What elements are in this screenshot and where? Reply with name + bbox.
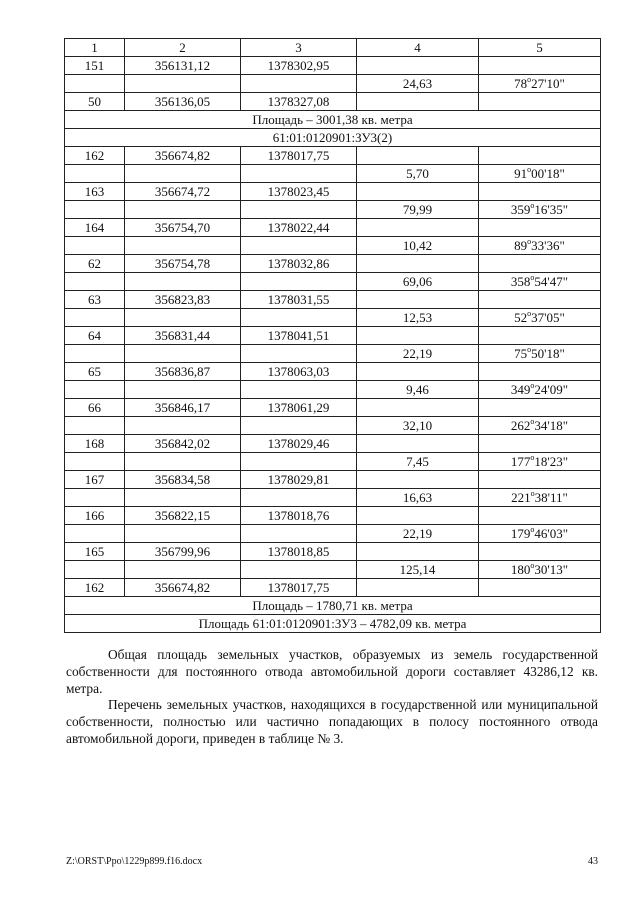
point-number-cell: 151 <box>65 57 125 75</box>
length-cell <box>357 255 479 273</box>
table-row-point <box>65 219 601 237</box>
degree-sign: o <box>527 308 532 318</box>
degree-sign: o <box>530 524 535 534</box>
angle-cell <box>479 327 601 345</box>
length-cell <box>357 291 479 309</box>
x-coordinate-cell: 356674,82 <box>125 579 241 597</box>
y-coordinate-cell: 1378061,29 <box>241 399 357 417</box>
y-coordinate-cell <box>241 237 357 255</box>
length-cell <box>357 57 479 75</box>
y-coordinate-cell: 1378022,44 <box>241 219 357 237</box>
x-coordinate-cell: 356834,58 <box>125 471 241 489</box>
degree-sign: o <box>530 560 535 570</box>
y-coordinate-cell: 1378017,75 <box>241 147 357 165</box>
paragraph-text: Общая площадь земельных участков, образуемых из земель государственной собственности для постоянного отвода автомобильной дороги составляет 43286,12 кв. метра. <box>66 647 598 696</box>
degree-sign: o <box>530 416 535 426</box>
degree-sign: o <box>530 488 535 498</box>
point-number-cell <box>65 201 125 219</box>
length-cell <box>357 579 479 597</box>
length-cell <box>357 543 479 561</box>
table-header-row <box>65 39 601 57</box>
point-number-cell: 162 <box>65 579 125 597</box>
x-coordinate-cell <box>125 561 241 579</box>
length-cell: 10,42 <box>357 237 479 255</box>
table-row-segment <box>65 165 601 183</box>
x-coordinate-cell: 356846,17 <box>125 399 241 417</box>
length-cell: 125,14 <box>357 561 479 579</box>
length-cell <box>357 471 479 489</box>
x-coordinate-cell: 356822,15 <box>125 507 241 525</box>
point-number-cell <box>65 165 125 183</box>
length-cell <box>357 147 479 165</box>
x-coordinate-cell: 356674,82 <box>125 147 241 165</box>
table-row-point <box>65 507 601 525</box>
angle-cell <box>479 147 601 165</box>
angle-cell: 180$^o$30'13" <box>479 561 601 579</box>
length-cell: 32,10 <box>357 417 479 435</box>
summary-cell: Площадь 61:01:0120901:ЗУ3 – 4782,09 кв. метра <box>65 615 601 633</box>
angle-cell: 179$^o$46'03" <box>479 525 601 543</box>
x-coordinate-cell <box>125 417 241 435</box>
y-coordinate-cell: 1378041,51 <box>241 327 357 345</box>
paragraph-parcel-list <box>66 696 598 747</box>
angle-cell: 262$^o$34'18" <box>479 417 601 435</box>
table-row-point <box>65 327 601 345</box>
y-coordinate-cell <box>241 453 357 471</box>
length-cell <box>357 399 479 417</box>
summary-cell: Площадь – 1780,71 кв. метра <box>65 597 601 615</box>
point-number-cell <box>65 75 125 93</box>
point-number-cell <box>65 561 125 579</box>
length-cell: 22,19 <box>357 525 479 543</box>
table-row-point <box>65 471 601 489</box>
y-coordinate-cell: 1378029,81 <box>241 471 357 489</box>
header-cell: 2 <box>125 39 241 57</box>
y-coordinate-cell: 1378063,03 <box>241 363 357 381</box>
table-row-segment <box>65 309 601 327</box>
table-row-point <box>65 543 601 561</box>
length-cell: 79,99 <box>357 201 479 219</box>
x-coordinate-cell <box>125 489 241 507</box>
angle-cell <box>479 255 601 273</box>
x-coordinate-cell: 356799,96 <box>125 543 241 561</box>
y-coordinate-cell <box>241 417 357 435</box>
angle-cell: 221$^o$38'11" <box>479 489 601 507</box>
angle-cell <box>479 435 601 453</box>
table-row-segment <box>65 489 601 507</box>
table-row-segment <box>65 417 601 435</box>
point-number-cell <box>65 417 125 435</box>
x-coordinate-cell <box>125 75 241 93</box>
x-coordinate-cell: 356836,87 <box>125 363 241 381</box>
angle-cell <box>479 579 601 597</box>
y-coordinate-cell: 1378017,75 <box>241 579 357 597</box>
angle-cell <box>479 363 601 381</box>
angle-cell <box>479 183 601 201</box>
table-row-summary <box>65 129 601 147</box>
y-coordinate-cell <box>241 525 357 543</box>
y-coordinate-cell <box>241 165 357 183</box>
x-coordinate-cell: 356131,12 <box>125 57 241 75</box>
degree-sign: o <box>530 452 535 462</box>
y-coordinate-cell <box>241 273 357 291</box>
header-cell: 5 <box>479 39 601 57</box>
length-cell: 9,46 <box>357 381 479 399</box>
y-coordinate-cell <box>241 381 357 399</box>
y-coordinate-cell: 1378327,08 <box>241 93 357 111</box>
length-cell <box>357 435 479 453</box>
x-coordinate-cell <box>125 381 241 399</box>
y-coordinate-cell <box>241 201 357 219</box>
table-row-point <box>65 255 601 273</box>
point-number-cell: 168 <box>65 435 125 453</box>
angle-cell <box>479 219 601 237</box>
table-row-segment <box>65 75 601 93</box>
point-number-cell: 167 <box>65 471 125 489</box>
length-cell: 12,53 <box>357 309 479 327</box>
y-coordinate-cell <box>241 561 357 579</box>
table-row-point <box>65 147 601 165</box>
table-row-point <box>65 93 601 111</box>
y-coordinate-cell: 1378029,46 <box>241 435 357 453</box>
angle-cell: 52$^o$37'05" <box>479 309 601 327</box>
point-number-cell <box>65 309 125 327</box>
angle-cell <box>479 471 601 489</box>
angle-cell <box>479 399 601 417</box>
table-row-segment <box>65 453 601 471</box>
degree-sign: o <box>530 380 535 390</box>
point-number-cell <box>65 237 125 255</box>
table-row-point <box>65 57 601 75</box>
y-coordinate-cell: 1378032,86 <box>241 255 357 273</box>
angle-cell <box>479 93 601 111</box>
table-row-point <box>65 291 601 309</box>
x-coordinate-cell: 356831,44 <box>125 327 241 345</box>
y-coordinate-cell: 1378302,95 <box>241 57 357 75</box>
point-number-cell: 164 <box>65 219 125 237</box>
length-cell: 22,19 <box>357 345 479 363</box>
x-coordinate-cell <box>125 525 241 543</box>
angle-cell <box>479 507 601 525</box>
table-row-segment <box>65 237 601 255</box>
length-cell <box>357 327 479 345</box>
x-coordinate-cell <box>125 237 241 255</box>
paragraph-text: Перечень земельных участков, находящихся в государственной или муниципальной собственности, полностью или частично попадающих в полосу постоянного отвода автомобильной дороги, приведен в таблице № 3. <box>66 697 598 746</box>
point-number-cell <box>65 453 125 471</box>
angle-cell: 75$^o$50'18" <box>479 345 601 363</box>
point-number-cell: 163 <box>65 183 125 201</box>
point-number-cell <box>65 525 125 543</box>
footer-page-number: 43 <box>588 856 598 867</box>
x-coordinate-cell <box>125 165 241 183</box>
length-cell <box>357 507 479 525</box>
table-row-summary <box>65 615 601 633</box>
point-number-cell: 65 <box>65 363 125 381</box>
angle-cell <box>479 57 601 75</box>
angle-cell <box>479 291 601 309</box>
x-coordinate-cell <box>125 453 241 471</box>
table-row-segment <box>65 381 601 399</box>
table-row-segment <box>65 201 601 219</box>
x-coordinate-cell <box>125 345 241 363</box>
x-coordinate-cell: 356842,02 <box>125 435 241 453</box>
point-number-cell: 162 <box>65 147 125 165</box>
x-coordinate-cell: 356674,72 <box>125 183 241 201</box>
length-cell <box>357 219 479 237</box>
x-coordinate-cell: 356754,70 <box>125 219 241 237</box>
length-cell: 7,45 <box>357 453 479 471</box>
angle-cell: 358$^o$54'47" <box>479 273 601 291</box>
table-row-summary <box>65 111 601 129</box>
angle-cell: 89$^o$33'36" <box>479 237 601 255</box>
length-cell <box>357 363 479 381</box>
y-coordinate-cell: 1378023,45 <box>241 183 357 201</box>
degree-sign: o <box>527 74 532 84</box>
point-number-cell <box>65 345 125 363</box>
point-number-cell: 50 <box>65 93 125 111</box>
x-coordinate-cell: 356823,83 <box>125 291 241 309</box>
length-cell: 16,63 <box>357 489 479 507</box>
table-row-point <box>65 183 601 201</box>
point-number-cell: 166 <box>65 507 125 525</box>
y-coordinate-cell <box>241 75 357 93</box>
point-number-cell: 63 <box>65 291 125 309</box>
table-row-point <box>65 579 601 597</box>
length-cell: 5,70 <box>357 165 479 183</box>
y-coordinate-cell: 1378018,76 <box>241 507 357 525</box>
paragraph-total-area <box>66 646 598 697</box>
y-coordinate-cell <box>241 489 357 507</box>
degree-sign: o <box>527 164 532 174</box>
angle-cell <box>479 543 601 561</box>
degree-sign: o <box>527 236 532 246</box>
point-number-cell: 66 <box>65 399 125 417</box>
length-cell <box>357 93 479 111</box>
degree-sign: o <box>530 200 535 210</box>
table-row-segment <box>65 273 601 291</box>
x-coordinate-cell <box>125 309 241 327</box>
angle-cell: 177$^o$18'23" <box>479 453 601 471</box>
angle-cell: 78$^o$27'10" <box>479 75 601 93</box>
table-row-summary <box>65 597 601 615</box>
length-cell: 24,63 <box>357 75 479 93</box>
coordinates-table <box>64 38 601 633</box>
length-cell: 69,06 <box>357 273 479 291</box>
x-coordinate-cell: 356754,78 <box>125 255 241 273</box>
point-number-cell: 165 <box>65 543 125 561</box>
x-coordinate-cell <box>125 201 241 219</box>
table-row-segment <box>65 561 601 579</box>
point-number-cell: 62 <box>65 255 125 273</box>
header-cell: 1 <box>65 39 125 57</box>
x-coordinate-cell <box>125 273 241 291</box>
point-number-cell <box>65 273 125 291</box>
angle-cell: 91$^o$00'18" <box>479 165 601 183</box>
length-cell <box>357 183 479 201</box>
point-number-cell <box>65 489 125 507</box>
x-coordinate-cell: 356136,05 <box>125 93 241 111</box>
footer-file-path: Z:\ORST\Ppo\1229p899.f16.docx <box>66 856 203 867</box>
point-number-cell <box>65 381 125 399</box>
header-cell: 4 <box>357 39 479 57</box>
y-coordinate-cell: 1378018,85 <box>241 543 357 561</box>
table-body <box>65 57 601 633</box>
table-row-point <box>65 435 601 453</box>
degree-sign: o <box>527 344 532 354</box>
angle-cell: 359$^o$16'35" <box>479 201 601 219</box>
degree-sign: o <box>530 272 535 282</box>
header-cell: 3 <box>241 39 357 57</box>
table-row-point <box>65 363 601 381</box>
y-coordinate-cell <box>241 309 357 327</box>
summary-cell: 61:01:0120901:ЗУ3(2) <box>65 129 601 147</box>
summary-cell: Площадь – 3001,38 кв. метра <box>65 111 601 129</box>
table-row-point <box>65 399 601 417</box>
y-coordinate-cell: 1378031,55 <box>241 291 357 309</box>
table-row-segment <box>65 525 601 543</box>
angle-cell: 349$^o$24'09" <box>479 381 601 399</box>
y-coordinate-cell <box>241 345 357 363</box>
table-row-segment <box>65 345 601 363</box>
point-number-cell: 64 <box>65 327 125 345</box>
